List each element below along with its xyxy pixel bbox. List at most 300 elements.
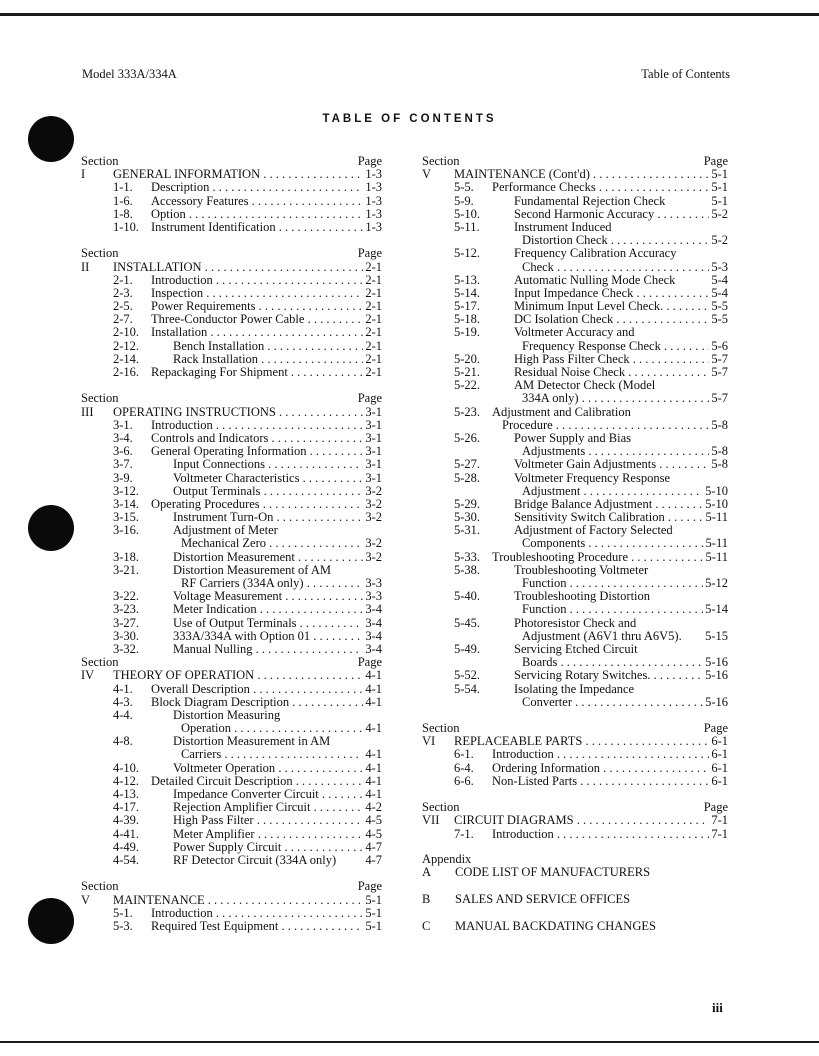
entry-number: 5-5. [454,180,474,195]
entry-number: 6-6. [454,773,474,788]
header-model: Model 333A/334A [82,67,177,81]
entry-title-text: General Operating Information [151,445,307,459]
entry-title [514,617,728,630]
entry-number: 6-4. [454,760,474,775]
toc-entry[interactable] [81,683,382,696]
toc-section-entry[interactable] [81,894,382,907]
page-title: TABLE OF CONTENTS [322,113,497,125]
toc-entry[interactable] [422,419,728,432]
toc-entry[interactable] [81,630,382,643]
entry-title-text: Power Supply Circuit [173,840,282,854]
entry-title-text: Troubleshooting Voltmeter [514,563,649,577]
entry-page: 5-2 [711,206,728,221]
toc-entry[interactable] [81,472,382,485]
section-label: Section [422,721,460,736]
section-heading [81,392,382,405]
toc-entry[interactable] [422,683,728,696]
entry-number: 4-4. [113,707,133,722]
entry-title [181,537,382,550]
toc-entry[interactable] [422,392,728,405]
toc-entry[interactable] [81,340,382,353]
entry-title [173,340,382,353]
entry-number: 4-3. [113,694,133,709]
entry-page: 5-8 [711,457,728,472]
page-number: iii [712,1000,723,1015]
entry-title-text: Block Diagram Description [151,695,290,709]
toc-entry[interactable] [81,181,382,194]
entry-title [522,485,728,498]
entry-title-text: CIRCUIT DIAGRAMS [454,814,574,828]
entry-title [514,683,728,696]
entry-page: 6-1 [711,760,728,775]
entry-number: VII [422,813,440,828]
toc-entry[interactable] [422,748,728,761]
entry-number: 4-17. [113,800,140,815]
entry-title [151,287,382,300]
page-label: Page [703,721,728,736]
entry-title [113,261,382,274]
entry-page: 1-3 [365,219,382,234]
entry-title-text: Minimum Input Level Check. [514,300,664,314]
entry-title [151,300,382,313]
page-label: Page [357,655,382,670]
entry-number: 1-1. [113,180,133,195]
toc-entry[interactable] [81,564,382,577]
entry-number: IV [81,668,95,683]
toc-entry[interactable] [81,814,382,827]
entry-page: 7-1 [711,813,728,828]
toc-entry[interactable] [422,208,728,221]
entry-title [492,406,728,419]
entry-title-text: Automatic Nulling Mode Check [514,273,676,287]
toc-entry[interactable] [81,419,382,432]
entry-page: 5-7 [711,365,728,379]
toc-entry[interactable] [422,274,728,287]
section-label: Section [81,154,119,168]
toc-section-entry[interactable] [422,814,728,827]
toc-entry[interactable] [81,907,382,920]
toc-entry[interactable] [81,537,382,550]
toc-entry[interactable] [422,669,728,682]
toc-entry[interactable] [422,828,728,841]
entry-title-text: Use of Output Terminals [173,616,297,630]
entry-title-text: Controls and Indicators [151,431,269,445]
entry-page: 4-1 [365,668,382,683]
toc-entry[interactable] [81,920,382,933]
entry-page: 5-5 [711,299,728,314]
page-label: Page [357,391,382,406]
entry-title-text: Voltmeter Gain Adjustments [514,458,657,472]
toc-entry[interactable] [81,485,382,498]
toc-entry[interactable] [422,762,728,775]
entry-title-text: Adjustment of Meter [173,524,278,538]
entry-title-text: Instrument Induced [514,220,612,234]
entry-title [522,630,728,643]
entry-page: 4-1 [365,681,382,696]
entry-title [173,841,382,854]
entry-title-text: Fundamental Rejection Check [514,194,666,208]
entry-title [514,326,728,339]
entry-title-text: Output Terminals [173,484,261,498]
page-label: Page [703,800,728,815]
entry-number: 5-52. [454,668,481,683]
entry-number: 3-23. [113,602,140,617]
entry-title [514,208,728,221]
entry-number: 5-49. [454,641,481,656]
entry-page: 3-1 [365,417,382,432]
appendix-letter: B [422,892,431,907]
entry-title-text: Accessory Features [151,194,249,208]
appendix-item[interactable] [422,893,728,920]
entry-title [492,748,728,761]
page-label: Page [357,154,382,168]
entry-title [151,907,382,920]
toc-entry[interactable] [422,603,728,616]
entry-number: 5-1. [113,905,133,920]
entry-page: 6-1 [711,747,728,762]
entry-title-text: Introduction [492,748,554,762]
entry-title [173,643,382,656]
entry-title [522,340,728,353]
toc-entry[interactable] [81,854,382,867]
entry-title [514,379,728,392]
toc-entry[interactable] [422,221,728,234]
entry-title-text: Rejection Amplifier Circuit [173,801,311,815]
entry-number: 2-10. [113,325,140,340]
entry-title [492,181,728,194]
entry-title-text: AM Detector Check (Model [514,379,656,393]
entry-title [151,274,382,287]
entry-page: 4-1 [365,787,382,801]
appendix-item[interactable] [422,866,728,893]
entry-page: 5-12 [705,576,728,590]
entry-page: 5-1 [711,180,728,195]
entry-title-text: MAINTENANCE (Cont'd) [454,168,590,182]
entry-number: 5-29. [454,496,481,511]
entry-page: 3-1 [365,470,382,485]
toc-entry[interactable] [422,247,728,260]
toc-entry[interactable] [422,340,728,353]
entry-number: 6-1. [454,747,474,762]
toc-entry[interactable] [81,458,382,471]
toc-entry[interactable] [81,195,382,208]
entry-title [522,261,728,274]
toc-entry[interactable] [422,775,728,788]
top-rule [0,13,819,16]
toc-entry[interactable] [81,841,382,854]
entry-number: 5-19. [454,325,481,340]
entry-number: 5-10. [454,206,481,221]
toc-section-entry[interactable] [81,406,382,419]
toc-entry[interactable] [81,617,382,630]
entry-title-text: Voltmeter Operation [173,761,276,775]
entry-title-text: Adjustment (A6V1 thru A6V5). [522,629,682,643]
entry-title [151,775,382,788]
toc-entry[interactable] [81,603,382,616]
toc-entry[interactable] [422,630,728,643]
entry-page: 5-14 [705,602,728,617]
appendix-item[interactable] [422,920,728,947]
entry-page: 5-10 [705,483,728,498]
entry-title [522,537,728,550]
entry-title [514,643,728,656]
entry-title-text: INSTALLATION [113,260,202,274]
entry-page: 5-6 [711,338,728,353]
entry-title [151,683,382,696]
entry-page: 3-4 [365,615,382,630]
entry-page: 5-1 [365,918,382,933]
entry-title-text: Adjustments [522,445,586,459]
toc-entry[interactable] [422,406,728,419]
entry-page: 3-2 [365,536,382,551]
entry-title-text: Distortion Check [522,234,608,248]
toc-entry[interactable] [81,748,382,761]
entry-title-text: Input Impedance Check [514,286,634,300]
entry-number: 3-21. [113,562,140,577]
toc-entry[interactable] [81,762,382,775]
entry-title-text: High Pass Filter [173,814,254,828]
entry-title [151,221,382,234]
entry-title-text: Distortion Measurement of AM [173,563,331,577]
entry-number: 7-1. [454,826,474,841]
toc-entry[interactable] [422,485,728,498]
toc-entry[interactable] [422,181,728,194]
entry-number: 4-12. [113,773,140,788]
entry-title-text: Converter [522,695,572,709]
entry-page: 3-3 [365,576,382,590]
toc-entry[interactable] [422,261,728,274]
entry-number: 3-1. [113,417,133,432]
toc-entry[interactable] [81,735,382,748]
entry-page: 5-4 [711,285,728,300]
entry-title [173,617,382,630]
entry-title [522,656,728,669]
entry-title-text: Input Connections [173,458,266,472]
entry-number: 5-31. [454,523,481,538]
toc-left-column [81,155,382,933]
entry-title-text: Frequency Response Check [522,339,661,353]
entry-title-text: Photoresistor Check and [514,616,637,630]
entry-number: 4-10. [113,760,140,775]
toc-entry[interactable] [81,274,382,287]
section-heading [81,247,382,260]
entry-number: 2-1. [113,272,133,287]
entry-title [113,669,382,682]
toc-right-column [422,155,728,841]
entry-title-text: Voltmeter Accuracy and [514,326,635,340]
entry-title [181,577,382,590]
entry-title [514,472,728,485]
toc-entry[interactable] [81,366,382,379]
toc-entry[interactable] [81,643,382,656]
toc-entry[interactable] [81,551,382,564]
toc-entry[interactable] [422,432,728,445]
entry-page: 4-1 [365,694,382,709]
entry-title [181,748,382,761]
toc-entry[interactable] [81,696,382,709]
entry-title-text: Three-Conductor Power Cable [151,313,305,327]
toc-entry[interactable] [422,564,728,577]
entry-page: 4-7 [365,839,382,854]
toc-entry[interactable] [81,326,382,339]
entry-title [492,762,728,775]
entry-title [492,551,728,564]
entry-title [522,603,728,616]
entry-title-text: Meter Amplifier [173,827,255,841]
entry-number: 3-7. [113,457,133,472]
entry-page: 7-1 [711,826,728,841]
entry-page: 3-1 [365,457,382,472]
entry-title-text: Option [151,207,186,221]
entry-title [173,472,382,485]
entry-number: 3-32. [113,641,140,656]
entry-title-text: Ordering Information [492,761,600,775]
entry-title-text: MAINTENANCE [113,893,205,907]
entry-title-text: Repackaging For Shipment [151,366,288,379]
appendix-title: MANUAL BACKDATING CHANGES [455,919,656,934]
entry-title [514,287,728,300]
entry-number: 5-3. [113,918,133,933]
appendix-letter: A [422,865,432,880]
entry-title-text: 333A/334A with Option 01 [173,629,311,643]
page-label: Page [703,154,728,168]
toc-entry[interactable] [422,458,728,471]
entry-number: 4-49. [113,839,140,854]
section-label: Section [81,246,119,261]
entry-title [173,709,382,722]
entry-title [173,485,382,498]
entry-number: 3-9. [113,470,133,485]
entry-title [522,696,728,709]
toc-entry[interactable] [422,379,728,392]
entry-title-text: Troubleshooting Distortion [514,590,651,604]
entry-page: 5-1 [365,892,382,907]
toc-entry[interactable] [81,208,382,221]
entry-title [514,458,728,471]
entry-number: VI [422,734,436,749]
entry-title-text: OPERATING INSTRUCTIONS [113,405,276,419]
entry-title-text: Adjustment [522,484,581,498]
entry-page: 6-1 [711,734,728,749]
entry-title-text: Overall Description [151,682,250,696]
entry-title [151,366,382,379]
toc-entry[interactable] [422,537,728,550]
entry-number: 5-13. [454,272,481,287]
entry-title [514,366,728,379]
toc-entry[interactable] [422,590,728,603]
entry-title [151,498,382,511]
entry-title-text: Servicing Rotary Switches. [514,669,651,683]
entry-number: 5-17. [454,299,481,314]
entry-title [173,564,382,577]
appendix-block [422,853,728,947]
entry-page: 5-11 [705,510,728,525]
toc-entry[interactable] [422,326,728,339]
entry-page: 5-5 [711,312,728,327]
entry-title-text: THEORY OF OPERATION [113,669,255,683]
entry-title-text: Distortion Measuring [173,708,281,722]
bottom-rule [0,1041,819,1043]
entry-number: 3-6. [113,444,133,459]
page-label: Page [357,879,382,894]
toc-entry[interactable] [422,472,728,485]
entry-number: 3-14. [113,496,140,511]
entry-number: 2-3. [113,285,133,300]
entry-title [181,722,382,735]
entry-number: 3-12. [113,483,140,498]
entry-page: 1-3 [365,167,382,182]
entry-title-text: Components [522,537,586,551]
entry-page: 4-5 [365,813,382,828]
entry-title [151,696,382,709]
section-heading [81,656,382,669]
entry-page: 5-3 [711,259,728,274]
entry-page: 3-2 [365,483,382,498]
entry-page: 5-2 [711,233,728,248]
entry-number: 1-6. [113,193,133,208]
entry-number: 2-5. [113,299,133,314]
entry-title [173,551,382,564]
entry-title-text: Mechanical Zero [181,537,267,551]
toc-section-entry[interactable] [81,261,382,274]
entry-number: 5-20. [454,351,481,366]
entry-number: 2-12. [113,338,140,353]
entry-title-text: Inspection [151,286,204,300]
toc-entry[interactable] [422,696,728,709]
entry-number: 5-40. [454,589,481,604]
entry-title-text: GENERAL INFORMATION [113,168,261,182]
entry-title-text: DC Isolation Check [514,313,614,327]
toc-entry[interactable] [422,617,728,630]
entry-number: 1-8. [113,206,133,221]
entry-number: 4-13. [113,787,140,801]
entry-number: 1-10. [113,219,140,234]
toc-entry[interactable] [422,524,728,537]
entry-title [522,392,728,405]
entry-title-text: Non-Listed Parts [492,774,578,788]
entry-number: 5-12. [454,246,481,261]
entry-title [514,524,728,537]
entry-title [113,168,382,181]
entry-title-text: 334A only) [522,392,579,406]
toc-entry[interactable] [422,195,728,208]
section-label: Section [81,391,119,406]
entry-title-text: RF Carriers (334A only) [181,577,304,590]
entry-title [492,775,728,788]
entry-number: 3-16. [113,523,140,538]
toc-entry[interactable] [81,709,382,722]
toc-entry[interactable] [422,551,728,564]
entry-title [492,828,728,841]
entry-title-text: Function [522,577,567,590]
entry-page: 4-1 [365,760,382,775]
entry-title-text: Introduction [151,273,213,287]
toc-entry[interactable] [81,524,382,537]
toc-entry[interactable] [422,643,728,656]
entry-title-text: Function [522,603,567,617]
entry-title-text: Installation [151,326,208,340]
toc-entry[interactable] [81,221,382,234]
entry-title [173,590,382,603]
entry-title-text: Performance Checks [492,181,596,195]
header-section-title: Table of Contents [641,67,730,81]
toc-section-entry[interactable] [81,669,382,682]
toc-entry[interactable] [81,828,382,841]
entry-title [514,511,728,524]
appendix-heading: Appendix [422,852,472,866]
entry-number: II [81,259,90,274]
entry-number: 5-45. [454,615,481,630]
